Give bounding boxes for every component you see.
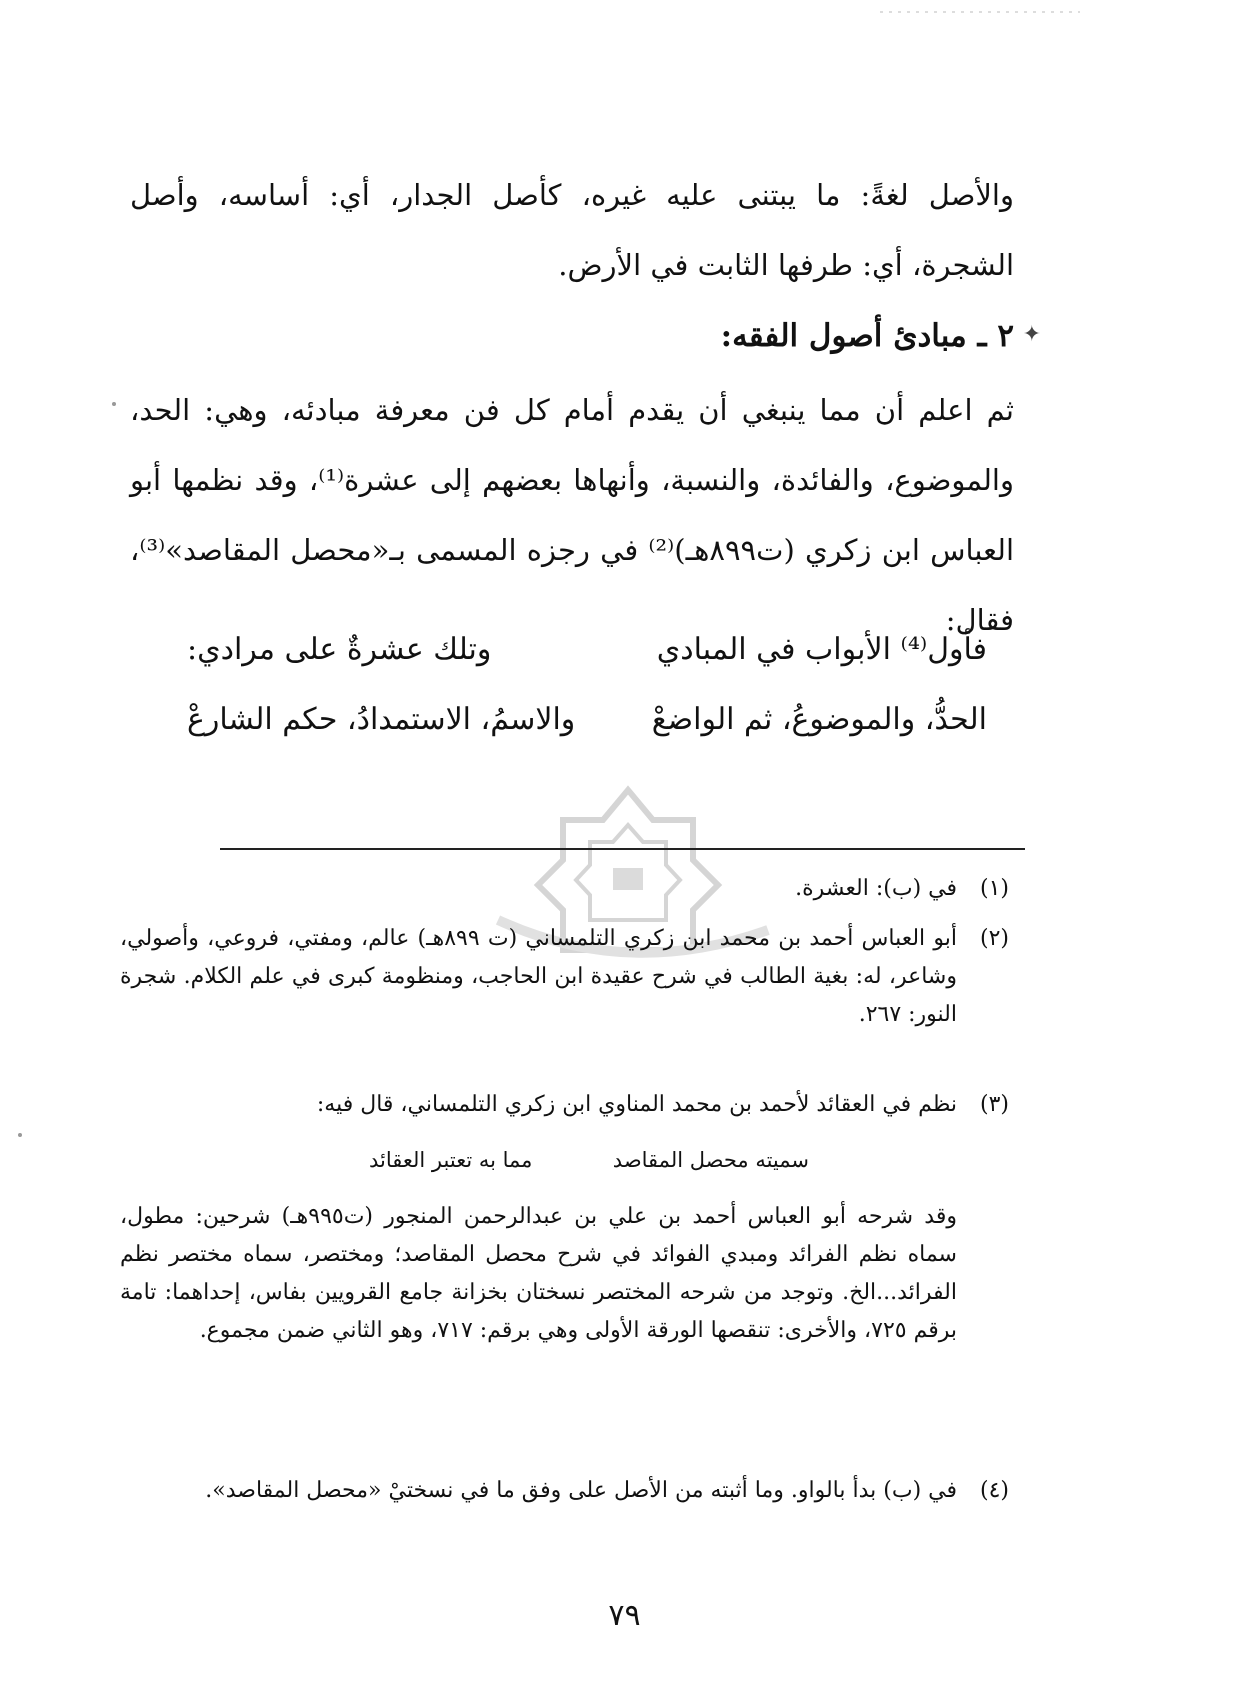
verse-1-second-hemistich: وتلك عشرةٌ على مرادي:	[187, 632, 492, 667]
footnote-1-number: (١)	[979, 876, 1009, 901]
scan-speck	[112, 402, 116, 406]
verse-2-first-hemistich: الحدُّ، والموضوعُ، ثم الواضعْ	[651, 702, 987, 737]
verse-line-2	[187, 702, 987, 762]
footnote-3-number: (٣)	[979, 1092, 1009, 1117]
footnote-2-number: (٢)	[979, 926, 1009, 951]
footnote-2	[120, 920, 1009, 1034]
footnote-3-continuation	[120, 1198, 1009, 1350]
footnote-verse	[369, 1148, 809, 1188]
footnote-3-text: نظم في العقائد لأحمد بن محمد المناوي ابن زكري التلمساني، قال فيه:	[316, 1092, 957, 1117]
body-paragraph: ثم اعلم أن مما ينبغي أن يقدم أمام كل فن معرفة مبادئه، وهي: الحد، والموضوع، والفائدة، والنسبة، وأنهاها بعضهم إلى عشرة⁽¹⁾، وقد نظمها أبو العباس ابن زكري (ت٨٩٩هـ)⁽²⁾ في رجزه المسمى بـ«محصل المقاصد»⁽³⁾، فقال:	[130, 393, 1014, 637]
footnote-separator	[220, 848, 1025, 850]
footnote-3	[120, 1086, 1009, 1124]
footnote-4-text: في (ب) بدأ بالواو. وما أثبته من الأصل على وفق ما في نسختيْ «محصل المقاصد».	[205, 1478, 957, 1503]
intro-paragraph: والأصل لغةً: ما يبتنى عليه غيره، كأصل الجدار، أي: أساسه، وأصل الشجرة، أي: طرفها الثابت في الأرض.	[130, 178, 1014, 282]
verse-1-first-hemistich: فأول⁽⁴⁾ الأبواب في المبادي	[656, 632, 987, 667]
footnote-2-text: أبو العباس أحمد بن محمد ابن زكري التلمساني (ت ٨٩٩هـ) عالم، ومفتي، فروعي، وأصولي، وشاعر، له: بغية الطالب في شرح عقيدة ابن الحاجب، ومنظومة كبرى في علم الكلام. شجرة النور: ٢٦٧.	[120, 926, 957, 1027]
margin-ornament-icon: ✦	[1022, 322, 1041, 347]
verse-2-second-hemistich: والاسمُ، الاستمدادُ، حكم الشارعْ	[187, 702, 576, 737]
footnote-4-number: (٤)	[979, 1478, 1009, 1503]
footnote-verse-first: سميته محصل المقاصد	[612, 1148, 809, 1172]
top-scan-mark	[880, 0, 1080, 6]
scan-speck	[18, 1133, 22, 1137]
footnote-4	[120, 1472, 1009, 1510]
footnote-verse-second: مما به تعتبر العقائد	[369, 1148, 533, 1172]
footnote-1	[120, 870, 1009, 908]
verse-line-1	[187, 632, 987, 692]
footnote-3-continued-text: وقد شرحه أبو العباس أحمد بن علي بن عبدالرحمن المنجور (ت٩٩٥هـ) شرحين: مطول، سماه نظم الفرائد ومبدي الفوائد في شرح محصل المقاصد؛ ومختصر، سماه مختصر نظم الفرائد...الخ. وتوجد من شرحه المختصر نسختان بخزانة جامع القرويين بفاس، إحداهما: تامة برقم ٧٢٥، والأخرى: تنقصها الورقة الأولى وهي برقم: ٧١٧، وهو الثاني ضمن مجموع.	[120, 1204, 957, 1343]
footnote-1-text: في (ب): العشرة.	[795, 876, 957, 901]
section-heading: ٢ ـ مبادئ أصول الفقه:	[720, 318, 1014, 354]
page-number: ٧٩	[608, 1598, 641, 1633]
